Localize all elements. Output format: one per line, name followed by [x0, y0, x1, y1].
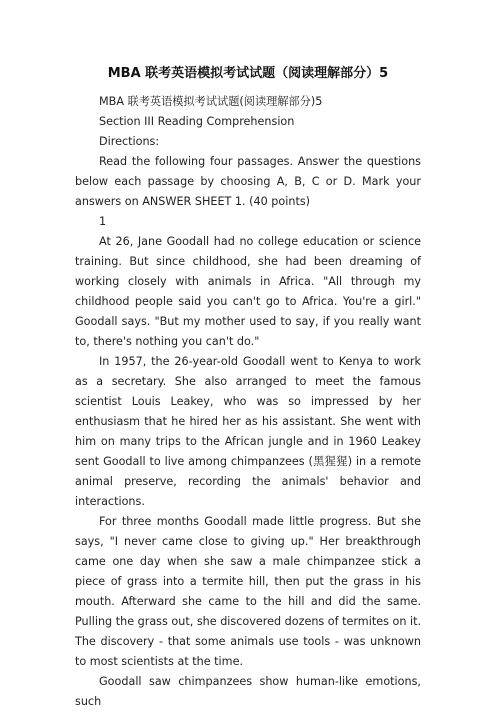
directions-label: Directions: — [99, 135, 160, 148]
paragraph: Goodall saw chimpanzees show human-like emotions, such — [75, 675, 421, 708]
subtitle: MBA 联考英语模拟考试试题(阅读理解部分)5 — [99, 95, 323, 108]
paragraph: In 1957, the 26-year-old Goodall went to Kenya to work as a secretary. She also arranged to meet the famous scientist Louis Leakey, who was so impressed by her enthusiasm that he hired her as his assistant. She went with him on many trips to the African jungle and in 1960 Leakey sent Goodall to live among chimpanzees (黑猩猩) in a remote animal preserve, recording the animals' behavior and interactions. — [75, 355, 421, 508]
document-body — [75, 92, 421, 712]
paragraph: At 26, Jane Goodall had no college education or science training. But since childhood, she had been dreaming of working closely with animals in Africa. "All through my childhood people said you can't go to Africa. You're a girl." Goodall says. "But my mother used to say, if you really want to, there's nothing you can't do." — [75, 235, 421, 348]
directions-text: Read the following four passages. Answer the questions below each passage by choosing A, B, C or D. Mark your answers on ANSWER SHEET 1. (40 points) — [75, 155, 421, 208]
paragraph: For three months Goodall made little progress. But she says, "I never came close to giving up." Her breakthrough came one day when she saw a male chimpanzee stick a piece of grass into a termite hill, then put the grass in his mouth. Afterward she came to the hill and did the same. Pulling the grass out, she discovered dozens of termites on it. The discovery - that some animals use tools - was unknown to most scientists at the time. — [75, 515, 422, 668]
section-heading: Section III Reading Comprehension — [99, 115, 295, 128]
document-title: MBA 联考英语模拟考试试题（阅读理解部分）5 — [107, 66, 389, 81]
passage-number: 1 — [99, 215, 107, 228]
